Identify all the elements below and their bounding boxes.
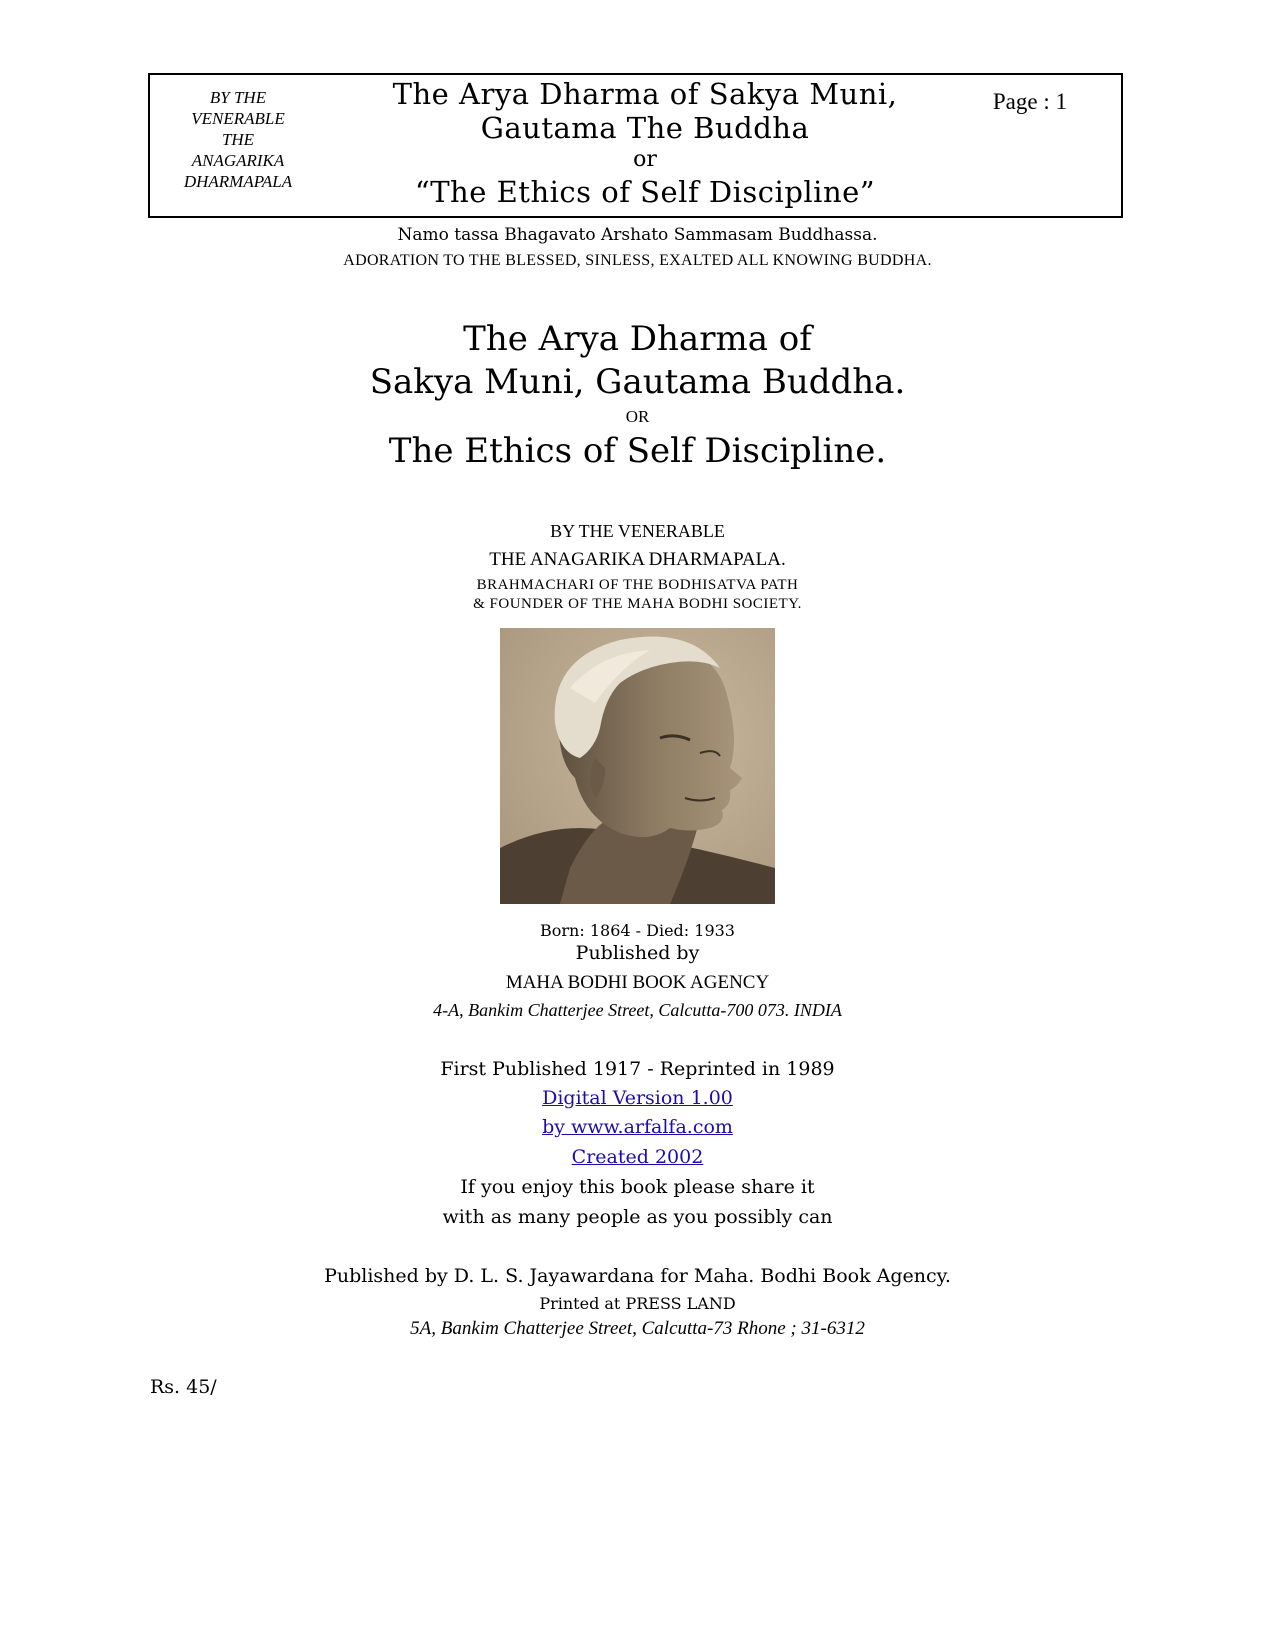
printer-address: 5A, Bankim Chatterjee Street, Calcutta-73 Rhone ; 31-6312	[410, 1318, 865, 1339]
portrait-caption: Born: 1864 - Died: 1933	[540, 921, 735, 940]
header-author-line: ANAGARIKA	[191, 151, 285, 170]
website-link[interactable]: by www.arfalfa.com	[542, 1116, 733, 1138]
share-note-line2: with as many people as you possibly can	[442, 1206, 833, 1228]
header-author-line: BY THE	[209, 88, 267, 107]
author-roles	[0, 576, 1275, 614]
price: Rs. 45/	[150, 1376, 217, 1398]
header-title-line3: “The Ethics of Self Discipline”	[414, 175, 876, 209]
website-link-row	[0, 1116, 1275, 1138]
header-title-line2: Gautama The Buddha	[480, 111, 810, 145]
book-title-line1: The Arya Dharma of	[463, 319, 812, 359]
header-title-line1: The Arya Dharma of Sakya Muni,	[392, 77, 898, 111]
digital-version-link-row	[0, 1087, 1275, 1109]
digital-version-link[interactable]: Digital Version 1.00	[542, 1087, 733, 1109]
page-number: Page : 1	[992, 89, 1067, 114]
author-by: BY THE VENERABLE	[550, 521, 725, 541]
header-title	[310, 77, 980, 209]
book-title-line2: Sakya Muni, Gautama Buddha.	[369, 362, 906, 402]
english-invocation: ADORATION TO THE BLESSED, SINLESS, EXALTED ALL KNOWING BUDDHA.	[343, 252, 932, 269]
created-link[interactable]: Created 2002	[571, 1146, 704, 1168]
published-by-label: Published by	[575, 942, 700, 964]
header-author	[168, 87, 308, 192]
book-subtitle: The Ethics of Self Discipline.	[388, 431, 887, 471]
first-published: First Published 1917 - Reprinted in 1989	[440, 1058, 835, 1080]
header-author-line: VENERABLE	[191, 109, 285, 128]
book-title	[0, 318, 1275, 404]
book-title-or: OR	[625, 407, 650, 426]
pali-invocation: Namo tassa Bhagavato Arshato Sammasam Buddhassa.	[397, 225, 878, 245]
author-portrait-image	[500, 628, 775, 904]
publisher-line: Published by D. L. S. Jayawardana for Maha. Bodhi Book Agency.	[324, 1265, 951, 1287]
header-box	[148, 73, 1123, 218]
author-role-1: BRAHMACHARI OF THE BODHISATVA PATH	[476, 577, 799, 593]
agency-address: 4-A, Bankim Chatterjee Street, Calcutta-700 073. INDIA	[433, 1000, 842, 1020]
share-note-line1: If you enjoy this book please share it	[460, 1176, 815, 1198]
header-title-or: or	[633, 147, 657, 172]
created-link-row	[0, 1146, 1275, 1168]
author-role-2: & FOUNDER OF THE MAHA BODHI SOCIETY.	[473, 596, 802, 612]
header-author-line: THE	[221, 130, 255, 149]
header-author-line: DHARMAPALA	[183, 172, 293, 191]
publisher-agency: MAHA BODHI BOOK AGENCY	[505, 972, 770, 993]
author-name: THE ANAGARIKA DHARMAPALA.	[489, 549, 786, 570]
printed-at: Printed at PRESS LAND	[539, 1294, 736, 1313]
